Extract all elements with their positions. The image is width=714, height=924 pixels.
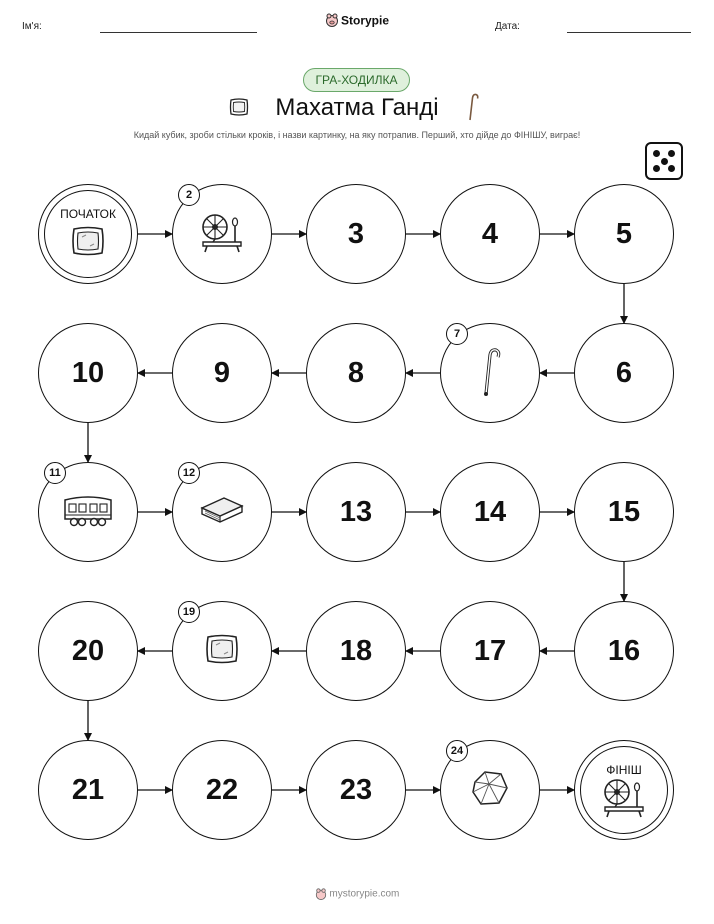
number-cell-14[interactable] (440, 462, 540, 562)
spinning-wheel-icon (601, 775, 647, 824)
cell-number-chip: 2 (178, 184, 200, 206)
footer (0, 888, 714, 900)
cell-number: 18 (339, 634, 373, 667)
number-cell-16[interactable] (574, 601, 674, 701)
cell-number-chip: 11 (44, 462, 66, 484)
number-cell-13[interactable] (306, 462, 406, 562)
game-type-badge: ГРА-ХОДИЛКА (303, 68, 410, 92)
footer-site: mystorypie.com (329, 888, 400, 900)
cell-number: 5 (615, 217, 633, 250)
salt-crystal-icon (469, 768, 511, 813)
train-car-icon (61, 492, 115, 533)
brand-name: Storypie (340, 13, 389, 28)
number-cell-18[interactable] (306, 601, 406, 701)
spinning-wheel-icon (199, 210, 245, 259)
cell-number-chip: 19 (178, 601, 200, 623)
book-icon (198, 492, 246, 533)
number-cell-9[interactable] (172, 323, 272, 423)
finish-cell[interactable] (574, 740, 674, 840)
cloth-icon (203, 630, 241, 673)
walking-stick-icon (478, 345, 502, 402)
cell-number: 16 (607, 634, 641, 667)
cell-number: 23 (339, 773, 373, 806)
number-cell-22[interactable] (172, 740, 272, 840)
number-cell-6[interactable] (574, 323, 674, 423)
number-cell-20[interactable] (38, 601, 138, 701)
cell-number: 14 (473, 495, 507, 528)
cell-number: 6 (615, 356, 633, 389)
cell-number-chip: 24 (446, 740, 468, 762)
name-label: Ім'я: (22, 21, 42, 32)
number-cell-8[interactable] (306, 323, 406, 423)
number-cell-15[interactable] (574, 462, 674, 562)
number-cell-23[interactable] (306, 740, 406, 840)
number-cell-4[interactable] (440, 184, 540, 284)
cell-number-chip: 7 (446, 323, 468, 345)
number-cell-5[interactable] (574, 184, 674, 284)
cell-number: 4 (481, 217, 499, 250)
cell-number: 13 (339, 495, 373, 528)
number-cell-17[interactable] (440, 601, 540, 701)
cell-number: 10 (71, 356, 105, 389)
cell-number: 21 (71, 773, 105, 806)
number-cell-3[interactable] (306, 184, 406, 284)
instructions: Кидай кубик, зроби стільки кроків, і назви картинку, на яку потрапив. Перший, хто дійде до ФІНІШУ, виграє! (133, 130, 581, 140)
finish-label: ФІНІШ (606, 763, 642, 777)
pig-mascot-icon (315, 889, 330, 900)
cloth-icon (69, 222, 107, 265)
cell-number: 3 (347, 217, 365, 250)
cell-number: 9 (213, 356, 231, 389)
number-cell-10[interactable] (38, 323, 138, 423)
start-cell[interactable] (38, 184, 138, 284)
cell-number-chip: 12 (178, 462, 200, 484)
page-title: Махатма Ганді (275, 94, 439, 121)
start-label: ПОЧАТОК (60, 207, 116, 221)
cell-number: 22 (205, 773, 239, 806)
cell-number: 15 (607, 495, 641, 528)
cell-number: 17 (473, 634, 507, 667)
cell-number: 20 (71, 634, 105, 667)
cell-number: 8 (347, 356, 365, 389)
date-label: Дата: (495, 21, 520, 32)
number-cell-21[interactable] (38, 740, 138, 840)
